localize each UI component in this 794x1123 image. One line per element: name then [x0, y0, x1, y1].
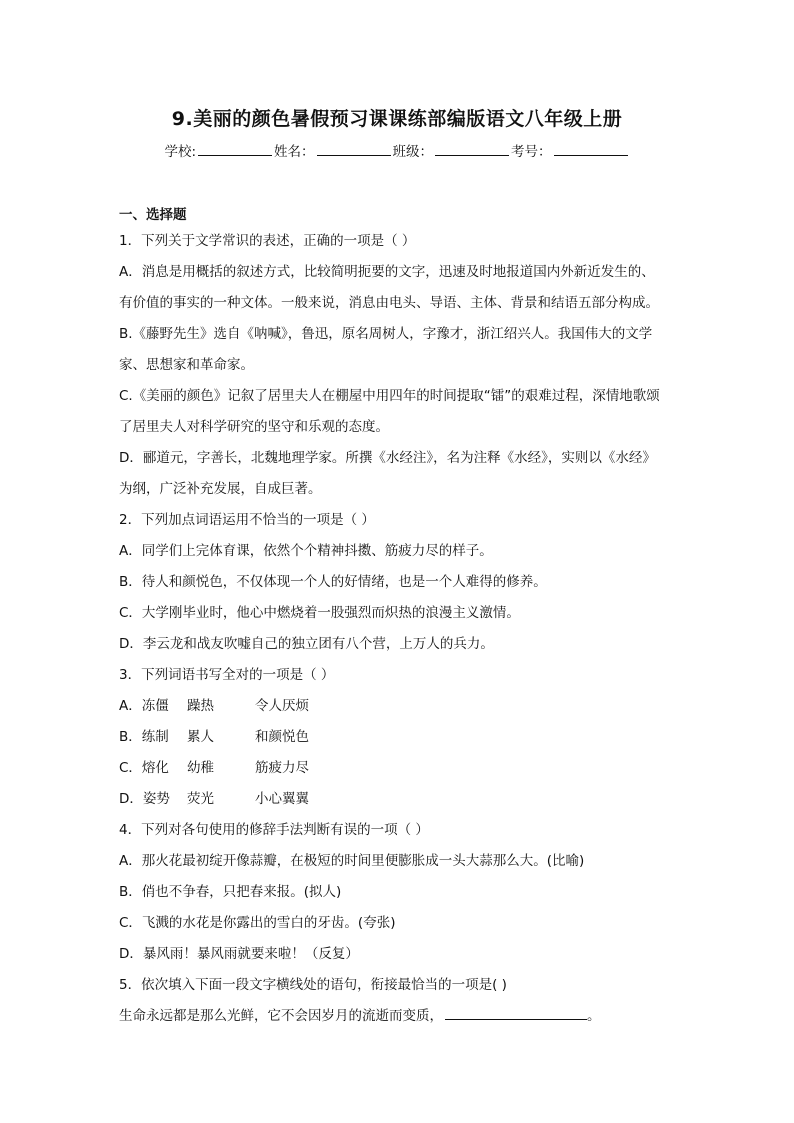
- school-label: 学校:: [164, 144, 197, 160]
- q4-option-c: C．飞溅的水花是你露出的雪白的牙齿。(夸张): [119, 915, 396, 931]
- q3-c-word2: 幼稚: [187, 760, 214, 776]
- q3-d-word3: 小心翼翼: [255, 791, 309, 807]
- q2-stem: 2．下列加点词语运用不恰当的一项是（ ）: [119, 512, 375, 528]
- q4-option-d: D．暴风雨！暴风雨就要来啦！（反复）: [119, 946, 359, 962]
- class-blank[interactable]: [435, 141, 509, 156]
- q3-option-c: [119, 753, 689, 784]
- q3-option-b: [119, 722, 689, 753]
- q1-option-d-line1: D．郦道元，字善长，北魏地理学家。所撰《水经注》，名为注释《水经》，实则以《水经》: [119, 450, 656, 466]
- q3-option-d: [119, 784, 689, 815]
- q4-stem: 4．下列对各句使用的修辞手法判断有误的一项（ ）: [119, 822, 429, 838]
- q3-c-word1: C．熔化: [119, 760, 169, 776]
- q3-d-word2: 荧光: [187, 791, 214, 807]
- q5-stem: 5．依次填入下面一段文字横线处的语句，衔接最恰当的一项是( ): [119, 977, 507, 993]
- q1-option-b-line1: B.《藤野先生》选自《呐喊》，鲁迅，原名周树人，字豫才，浙江绍兴人。我国伟大的文学: [119, 326, 653, 342]
- student-info-row: [0, 140, 794, 160]
- q2-option-d: D．李云龙和战友吹嘘自己的独立团有八个营，上万人的兵力。: [119, 636, 494, 652]
- q1-stem: 1．下列关于文学常识的表述，正确的一项是（ ）: [119, 233, 416, 249]
- q1-option-a-line1: A．消息是用概括的叙述方式，比较简明扼要的文字，迅速及时地报道国内外新近发生的、: [119, 264, 655, 280]
- q1-option-b-line2: 家、思想家和革命家。: [119, 357, 254, 373]
- q4-option-b: B．俏也不争春，只把春来报。(拟人): [119, 884, 342, 900]
- class-label: 班级：: [392, 144, 434, 160]
- q3-a-word2: 躁热: [187, 698, 214, 714]
- q5-passage-text: 生命永远都是那么光鲜，它不会因岁月的流逝而变质，: [119, 1008, 443, 1024]
- q3-stem: 3．下列词语书写全对的一项是（ ）: [119, 667, 335, 683]
- name-blank[interactable]: [317, 141, 391, 156]
- q2-option-b: B．待人和颜悦色，不仅体现一个人的好情绪，也是一个人难得的修养。: [119, 574, 547, 590]
- document-title: 9.美丽的颜色暑假预习课课练部编版语文八年级上册: [171, 108, 623, 130]
- school-blank[interactable]: [198, 141, 272, 156]
- q5-passage-end: 。: [587, 1008, 601, 1024]
- q1-option-c-line1: C.《美丽的颜色》记叙了居里夫人在棚屋中用四年的时间提取“镭”的艰难过程，深情地歌颂: [119, 388, 660, 404]
- q3-a-word3: 令人厌烦: [255, 698, 309, 714]
- q1-option-d-line2: 为纲，广泛补充发展，自成巨著。: [119, 481, 322, 497]
- exam-blank[interactable]: [554, 141, 628, 156]
- q3-a-word1: A．冻僵: [119, 698, 169, 714]
- q3-option-a: [119, 691, 689, 722]
- q3-b-word2: 累人: [187, 729, 214, 745]
- questions-body: [119, 226, 689, 1032]
- q1-option-c-line2: 了居里夫人对科学研究的坚守和乐观的态度。: [119, 419, 389, 435]
- q2-option-c: C．大学刚毕业时，他心中燃烧着一股强烈而炽热的浪漫主义激情。: [119, 605, 520, 621]
- section-title: 一、选择题: [119, 207, 187, 223]
- q3-b-word3: 和颜悦色: [255, 729, 309, 745]
- q4-option-a: A．那火花最初绽开像蒜瓣，在极短的时间里便膨胀成一头大蒜那么大。(比喻): [119, 853, 585, 869]
- q5-passage: [119, 1001, 689, 1032]
- name-label: 姓名：: [274, 144, 315, 160]
- exam-label: 考号：: [511, 144, 552, 160]
- q1-option-a-line2: 有价值的事实的一种文体。一般来说，消息由电头、导语、主体、背景和结语五部分构成。: [119, 295, 659, 311]
- q3-c-word3: 筋疲力尽: [255, 760, 309, 776]
- q3-b-word1: B．练制: [119, 729, 169, 745]
- q2-option-a: A．同学们上完体育课，依然个个精神抖擞、筋疲力尽的样子。: [119, 543, 493, 559]
- q3-d-word1: D．姿势: [119, 791, 170, 807]
- q5-answer-blank[interactable]: [445, 1004, 587, 1020]
